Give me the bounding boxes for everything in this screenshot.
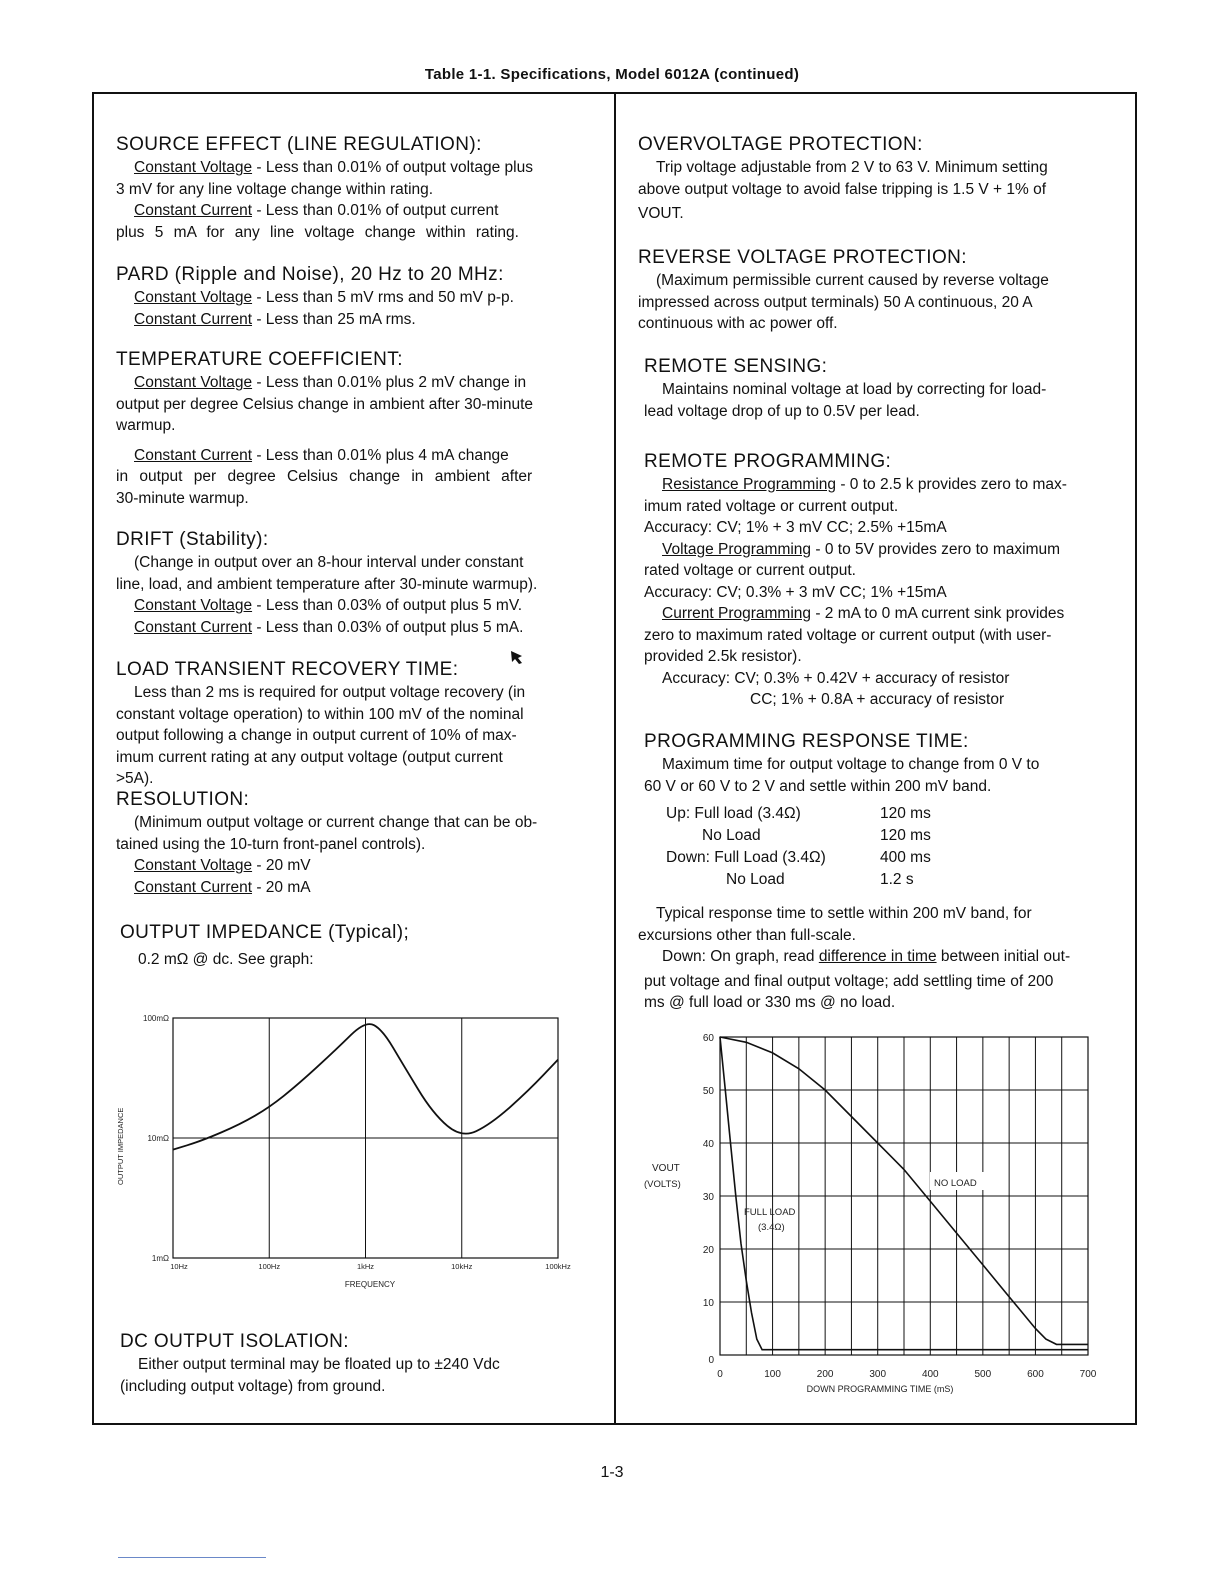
remote-sensing-heading: REMOTE SENSING: bbox=[644, 356, 828, 377]
drift-text: (Change in output over an 8-hour interval under constant bbox=[134, 554, 524, 571]
x-tick-label: 400 bbox=[921, 1369, 939, 1380]
pr-note5: ms @ full load or 330 ms @ no load. bbox=[644, 994, 896, 1011]
remote-programming-heading: REMOTE PROGRAMMING: bbox=[644, 451, 892, 472]
rp-accuracy: Accuracy: CV; 1% + 3 mV CC; 2.5% +15mA bbox=[644, 519, 947, 536]
resolution-text-cont: tained using the 10-turn front-panel controls). bbox=[116, 835, 426, 853]
resolution-heading: RESOLUTION: bbox=[116, 789, 250, 810]
cv-text: - Less than 0.01% of output voltage plus bbox=[252, 159, 533, 176]
row-label: No Load bbox=[702, 827, 761, 844]
vp-accuracy: Accuracy: CV; 0.3% + 3 mV CC; 1% +15mA bbox=[644, 583, 947, 601]
resolution-section bbox=[116, 788, 592, 898]
y-tick-label: 30 bbox=[702, 1192, 714, 1203]
y-tick-label: 20 bbox=[702, 1245, 714, 1256]
ovp-text-cont: above output voltage to avoid false tripping is 1.5 V + 1% of bbox=[638, 180, 1047, 198]
cc-label: Constant Current bbox=[134, 618, 253, 636]
cc-text: - Less than 0.01% plus 4 mA change bbox=[252, 446, 509, 464]
cv-label: Constant Voltage bbox=[134, 374, 253, 391]
drift-text-cont: line, load, and ambient temperature after 30-minute warmup). bbox=[116, 575, 538, 593]
full-load-value-label: (3.4Ω) bbox=[758, 1222, 785, 1233]
footer-rule bbox=[118, 1557, 266, 1558]
rvp-text-cont: impressed across output terminals) 50 A continuous, 20 A bbox=[638, 293, 1033, 311]
cv-text: - Less than 5 mV rms and 50 mV p-p. bbox=[252, 289, 514, 306]
pr-note3-b: between initial out- bbox=[936, 948, 1071, 965]
dc-isolation-text-cont: (including output voltage) from ground. bbox=[120, 1377, 386, 1395]
x-tick-label: 700 bbox=[1079, 1369, 1097, 1380]
row-label: No Load bbox=[726, 871, 785, 888]
column-divider bbox=[614, 92, 616, 1425]
x-tick-label: 100kHz bbox=[545, 1262, 571, 1271]
table-row bbox=[666, 803, 931, 825]
cc-text: - Less than 25 mA rms. bbox=[252, 310, 416, 328]
y-axis-label-sub: (VOLTS) bbox=[644, 1179, 681, 1190]
x-tick-label: 300 bbox=[869, 1369, 887, 1380]
dc-isolation-section bbox=[120, 1330, 592, 1397]
pard-section bbox=[116, 263, 592, 330]
x-tick-label: 0 bbox=[717, 1369, 723, 1380]
drift-section bbox=[116, 528, 592, 638]
pr-note4: put voltage and final output voltage; add settling time of 200 bbox=[644, 972, 1054, 990]
cv-label: Constant Voltage bbox=[134, 597, 253, 614]
row-value: 400 ms bbox=[880, 849, 931, 866]
rvp-text-cont2: continuous with ac power off. bbox=[638, 315, 838, 332]
cv-text: - Less than 0.01% plus 2 mV change in bbox=[252, 374, 527, 391]
cc-text: - Less than 0.03% of output plus 5 mA. bbox=[252, 618, 524, 636]
y-axis-label: OUTPUT IMPEDANCE bbox=[116, 1107, 125, 1185]
cv-text: - 20 mV bbox=[252, 857, 311, 874]
x-tick-label: 100Hz bbox=[258, 1262, 281, 1271]
y-tick-label: 0 bbox=[708, 1355, 714, 1366]
y-tick-label: 1mΩ bbox=[151, 1254, 169, 1263]
voltage-programming-label: Voltage Programming bbox=[662, 540, 812, 558]
arrow-icon bbox=[508, 648, 526, 666]
cc-text: - 20 mA bbox=[252, 878, 311, 896]
full-load-label: FULL LOAD bbox=[744, 1207, 796, 1218]
y-axis-label: VOUT bbox=[652, 1163, 680, 1174]
table-row bbox=[666, 847, 931, 869]
row-value: 120 ms bbox=[880, 827, 931, 844]
load-transient-text: imum current rating at any output voltage (output current bbox=[116, 748, 503, 766]
cc-label: Constant Current bbox=[134, 446, 253, 464]
rp-text-cont: imum rated voltage or current output. bbox=[644, 497, 899, 515]
y-tick-label: 40 bbox=[702, 1139, 714, 1150]
x-tick-label: 200 bbox=[816, 1369, 834, 1380]
ovp-text-cont2: VOUT. bbox=[638, 205, 684, 222]
vp-text-cont: rated voltage or current output. bbox=[644, 562, 856, 579]
x-tick-label: 600 bbox=[1027, 1369, 1044, 1380]
table-row bbox=[666, 869, 931, 891]
x-axis-label: DOWN PROGRAMMING TIME (mS) bbox=[806, 1384, 954, 1394]
y-tick-label: 50 bbox=[702, 1086, 714, 1097]
x-tick-label: 1kHz bbox=[356, 1262, 375, 1271]
cp-text-cont: zero to maximum rated voltage or current output (with user- bbox=[644, 626, 1052, 644]
cc-label: Constant Current bbox=[134, 202, 253, 219]
remote-programming-section bbox=[644, 450, 1120, 711]
rvp-heading: REVERSE VOLTAGE PROTECTION: bbox=[638, 247, 967, 268]
rvp-section bbox=[638, 246, 1120, 335]
cv-label: Constant Voltage bbox=[134, 289, 253, 306]
cv-label: Constant Voltage bbox=[134, 857, 253, 874]
cv-label: Constant Voltage bbox=[134, 159, 253, 176]
x-tick-label: 500 bbox=[974, 1369, 992, 1380]
cp-accuracy-cc: CC; 1% + 0.8A + accuracy of resistor bbox=[750, 691, 1005, 708]
resistance-programming-label: Resistance Programming bbox=[662, 476, 837, 493]
resolution-text: (Minimum output voltage or current change that can be ob- bbox=[134, 814, 538, 831]
dc-isolation-text: Either output terminal may be floated up to ±240 Vdc bbox=[138, 1356, 500, 1373]
page-number: 1-3 bbox=[600, 1464, 624, 1481]
no-load-label: NO LOAD bbox=[934, 1178, 977, 1189]
cc-text: - Less than 0.01% of output current bbox=[252, 202, 499, 219]
ovp-heading: OVERVOLTAGE PROTECTION: bbox=[638, 134, 923, 155]
cv-text: - Less than 0.03% of output plus 5 mV. bbox=[252, 597, 523, 614]
page-title: Table 1-1. Specifications, Model 6012A (continued) bbox=[424, 66, 800, 83]
remote-sensing-section bbox=[644, 355, 1120, 422]
cp-text: - 2 mA to 0 mA current sink provides bbox=[811, 605, 1065, 622]
output-impedance-text: 0.2 mΩ @ dc. See graph: bbox=[138, 951, 314, 968]
cc-text-cont2: 30-minute warmup. bbox=[116, 489, 249, 507]
output-impedance-heading: OUTPUT IMPEDANCE (Typical); bbox=[120, 922, 410, 943]
cv-text-cont: output per degree Celsius change in ambient after 30-minute bbox=[116, 395, 534, 413]
vp-text: - 0 to 5V provides zero to maximum bbox=[811, 540, 1061, 558]
load-transient-text: Less than 2 ms is required for output voltage recovery (in bbox=[134, 684, 526, 701]
y-tick-label: 100mΩ bbox=[143, 1014, 169, 1023]
load-transient-text: constant voltage operation) to within 100 mV of the nominal bbox=[116, 705, 524, 723]
impedance-chart bbox=[110, 1010, 590, 1295]
pard-heading: PARD (Ripple and Noise), 20 Hz to 20 MHz: bbox=[116, 264, 504, 285]
pr-text-cont: 60 V or 60 V to 2 V and settle within 200 mV band. bbox=[644, 777, 992, 795]
source-effect-heading: SOURCE EFFECT (LINE REGULATION): bbox=[116, 134, 482, 155]
remote-sensing-text: Maintains nominal voltage at load by correcting for load- bbox=[662, 381, 1047, 398]
pr-note3-u: difference in time bbox=[818, 948, 937, 965]
row-value: 120 ms bbox=[880, 805, 931, 822]
current-programming-label: Current Programming bbox=[662, 605, 812, 622]
rvp-text: (Maximum permissible current caused by reverse voltage bbox=[656, 272, 1049, 289]
cp-accuracy: Accuracy: CV; 0.3% + 0.42V + accuracy of resistor bbox=[662, 669, 1010, 687]
cc-text-cont: in output per degree Celsius change in ambient after bbox=[116, 468, 533, 485]
pr-note-cont: excursions other than full-scale. bbox=[638, 926, 856, 944]
row-value: 1.2 s bbox=[880, 871, 914, 888]
dc-isolation-heading: DC OUTPUT ISOLATION: bbox=[120, 1331, 349, 1352]
load-transient-heading: LOAD TRANSIENT RECOVERY TIME: bbox=[116, 659, 459, 680]
ovp-section bbox=[638, 133, 1120, 225]
rp-text: - 0 to 2.5 k provides zero to max- bbox=[836, 476, 1067, 493]
load-transient-text: >5A). bbox=[116, 770, 154, 787]
cv-text-cont: 3 mV for any line voltage change within rating. bbox=[116, 180, 434, 198]
temperature-heading: TEMPERATURE COEFFICIENT: bbox=[116, 349, 403, 370]
cc-label: Constant Current bbox=[134, 878, 253, 896]
remote-sensing-text-cont: lead voltage drop of up to 0.5V per lead. bbox=[644, 402, 920, 420]
source-effect-section bbox=[116, 133, 592, 243]
y-tick-label: 10mΩ bbox=[147, 1134, 169, 1143]
down-programming-chart bbox=[636, 1025, 1116, 1400]
output-impedance-section bbox=[120, 921, 592, 971]
y-tick-label: 60 bbox=[702, 1033, 714, 1044]
ovp-text: Trip voltage adjustable from 2 V to 63 V. Minimum setting bbox=[656, 159, 1048, 176]
temperature-section bbox=[116, 348, 592, 509]
programming-response-heading: PROGRAMMING RESPONSE TIME: bbox=[644, 731, 969, 752]
pr-text: Maximum time for output voltage to change from 0 V to bbox=[662, 756, 1040, 773]
table-row bbox=[666, 825, 931, 847]
cv-text-cont2: warmup. bbox=[116, 417, 176, 434]
load-transient-section bbox=[116, 658, 592, 790]
x-tick-label: 10Hz bbox=[170, 1262, 188, 1271]
pr-note3-a: Down: On graph, read bbox=[662, 948, 819, 965]
load-transient-text: output following a change in output current of 10% of max- bbox=[116, 727, 517, 744]
x-tick-label: 100 bbox=[764, 1369, 781, 1380]
cc-text-cont: plus 5 mA for any line voltage change within rating. bbox=[116, 223, 519, 241]
programming-response-section bbox=[638, 730, 1120, 1014]
response-time-table bbox=[666, 803, 931, 891]
row-label: Up: Full load (3.4Ω) bbox=[666, 805, 801, 822]
x-tick-label: 10kHz bbox=[451, 1262, 473, 1271]
drift-heading: DRIFT (Stability): bbox=[116, 529, 269, 550]
pr-note: Typical response time to settle within 200 mV band, for bbox=[656, 905, 1032, 922]
y-tick-label: 10 bbox=[702, 1298, 714, 1309]
cp-text-cont2: provided 2.5k resistor). bbox=[644, 648, 802, 665]
x-axis-label: FREQUENCY bbox=[344, 1280, 396, 1289]
cc-label: Constant Current bbox=[134, 310, 253, 328]
row-label: Down: Full Load (3.4Ω) bbox=[666, 849, 826, 866]
